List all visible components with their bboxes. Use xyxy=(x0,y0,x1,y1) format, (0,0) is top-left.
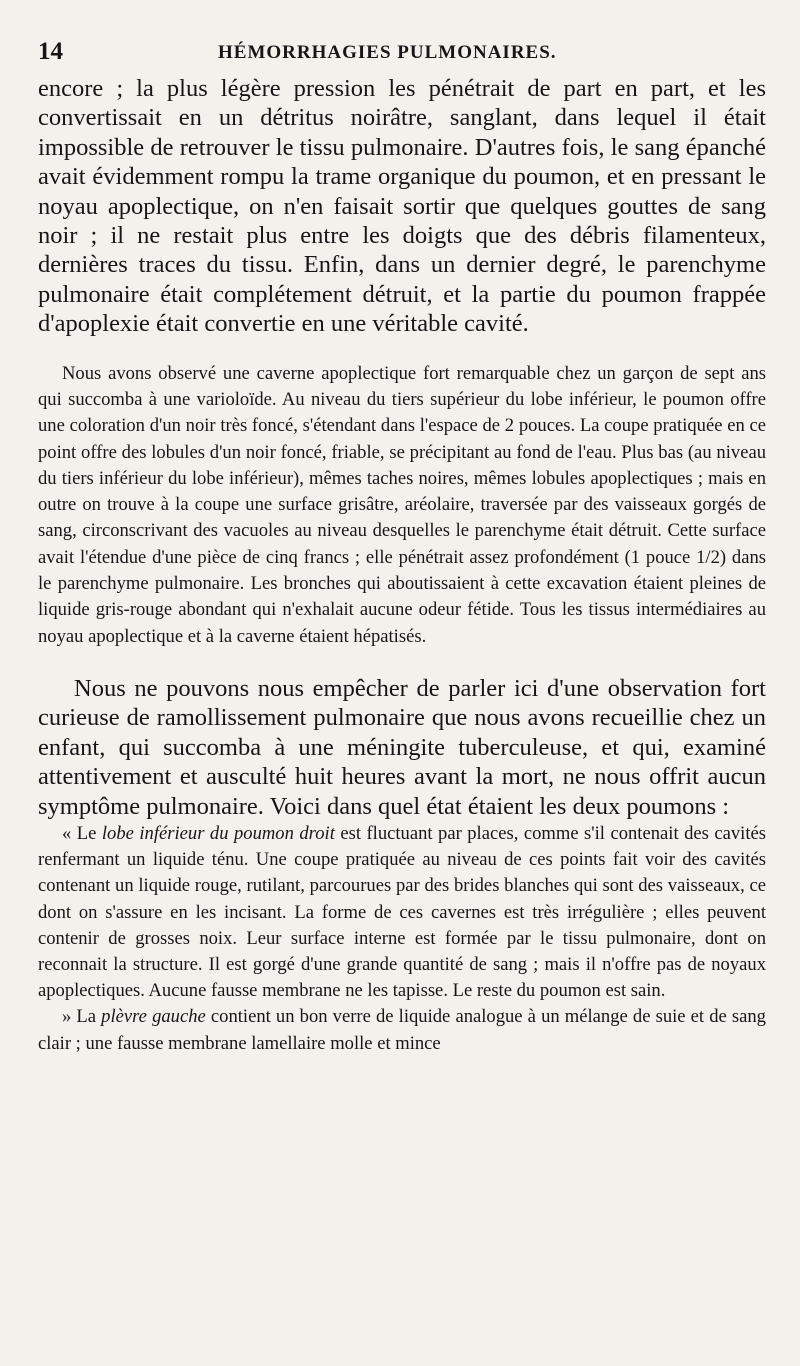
paragraph-observation-caverne: Nous avons observé une caverne apoplectique fort remarquable chez un garçon de sept ans qui succomba à une varioloïde. Au niveau du tiers supérieur du lobe inférieur, le poumon offre une coloration d'un noir très foncé, s'étendant dans l'espace de 2 pouces. La coupe pratiquée en ce point offre des lobules d'un noir foncé, friable, se précipitant au fond de l'eau. Plus bas (au niveau du tiers inférieur du lobe inférieur), mêmes taches noires, mêmes lobules apoplectiques ; mais en outre on trouve à la coupe une surface grisâtre, aréolaire, traversée par des vaisseaux gorgés de sang, circonscrivant des vacuoles au niveau desquelles le parenchyme était détruit. Cette surface avait l'étendue d'une pièce de cinq francs ; elle pénétrait assez profondément (1 pouce 1/2) dans le parenchyme pulmonaire. Les bronches qui aboutissaient à cette excavation étaient pleines de liquide gris-rouge abondant qui n'exhalait aucune odeur fétide. Tous les tissus intermédiaires au noyau apoplectique et à la caverne étaient hépatisés. xyxy=(38,362,766,647)
italic-plevre: plèvre gauche xyxy=(101,1006,206,1028)
page-body xyxy=(38,74,766,1057)
page-header xyxy=(38,34,766,74)
paragraph-quote-plevre xyxy=(38,1004,766,1056)
quote-lobe-text: est fluctuant par places, comme s'il contenait des cavités renfermant un liquide ténu. Une coupe pratiquée au niveau de ces points fait voir des cavités contenant un liquide rouge, rutilant, parcourues par des brides blanches qui sont des vaisseaux, ce dont on s'assure en les incisant. La forme de ces cavernes est très irrégulière ; elles peuvent contenir de grosses noix. Leur surface interne est formée par le tissu pulmonaire, dont on reconnait la structure. Il est gorgé d'une grande quantité de sang ; mais il n'offre pas de noyaux apoplectiques. Aucune fausse membrane ne les tapisse. Le reste du poumon est sain. xyxy=(38,822,766,1002)
italic-lobe: lobe inférieur du poumon droit xyxy=(101,822,335,844)
page-number: 14 xyxy=(38,38,63,65)
running-title: HÉMORRHAGIES PULMONAIRES. xyxy=(218,42,557,63)
paragraph-ramollissement: Nous ne pouvons nous empêcher de parler ici d'une observation fort curieuse de ramollissement pulmonaire que nous avons recueillie chez un enfant, qui succomba à une méningite tuberculeuse, et qui, examiné attentivement et ausculté huit heures avant la mort, ne nous offrit aucun symptôme pulmonaire. Voici dans quel état étaient les deux poumons : xyxy=(38,674,766,820)
paragraph-continuation: encore ; la plus légère pression les pénétrait de part en part, et les convertissait en un détritus noirâtre, sanglant, dans lequel il était impossible de retrouver le tissu pulmonaire. D'autres fois, le sang épanché avait évidemment rompu la trame organique du poumon, et en pressant le noyau apoplectique, on n'en faisait sortir que quelques gouttes de sang noir ; il ne restait plus entre les doigts que des débris filamenteux, dernières traces du tissu. Enfin, dans un dernier degré, le parenchyme pulmonaire était complétement détruit, et la partie du poumon frappée d'apoplexie était convertie en une véritable cavité. xyxy=(38,75,766,338)
quote-open: « Le xyxy=(62,822,102,844)
quote-continue: » La xyxy=(62,1006,102,1028)
quote-plevre-text: contient un bon verre de liquide analogue à un mélange de suie et de sang clair ; une fausse membrane lamellaire molle et mince xyxy=(38,1006,766,1054)
paragraph-quote-lobe xyxy=(38,821,766,1004)
